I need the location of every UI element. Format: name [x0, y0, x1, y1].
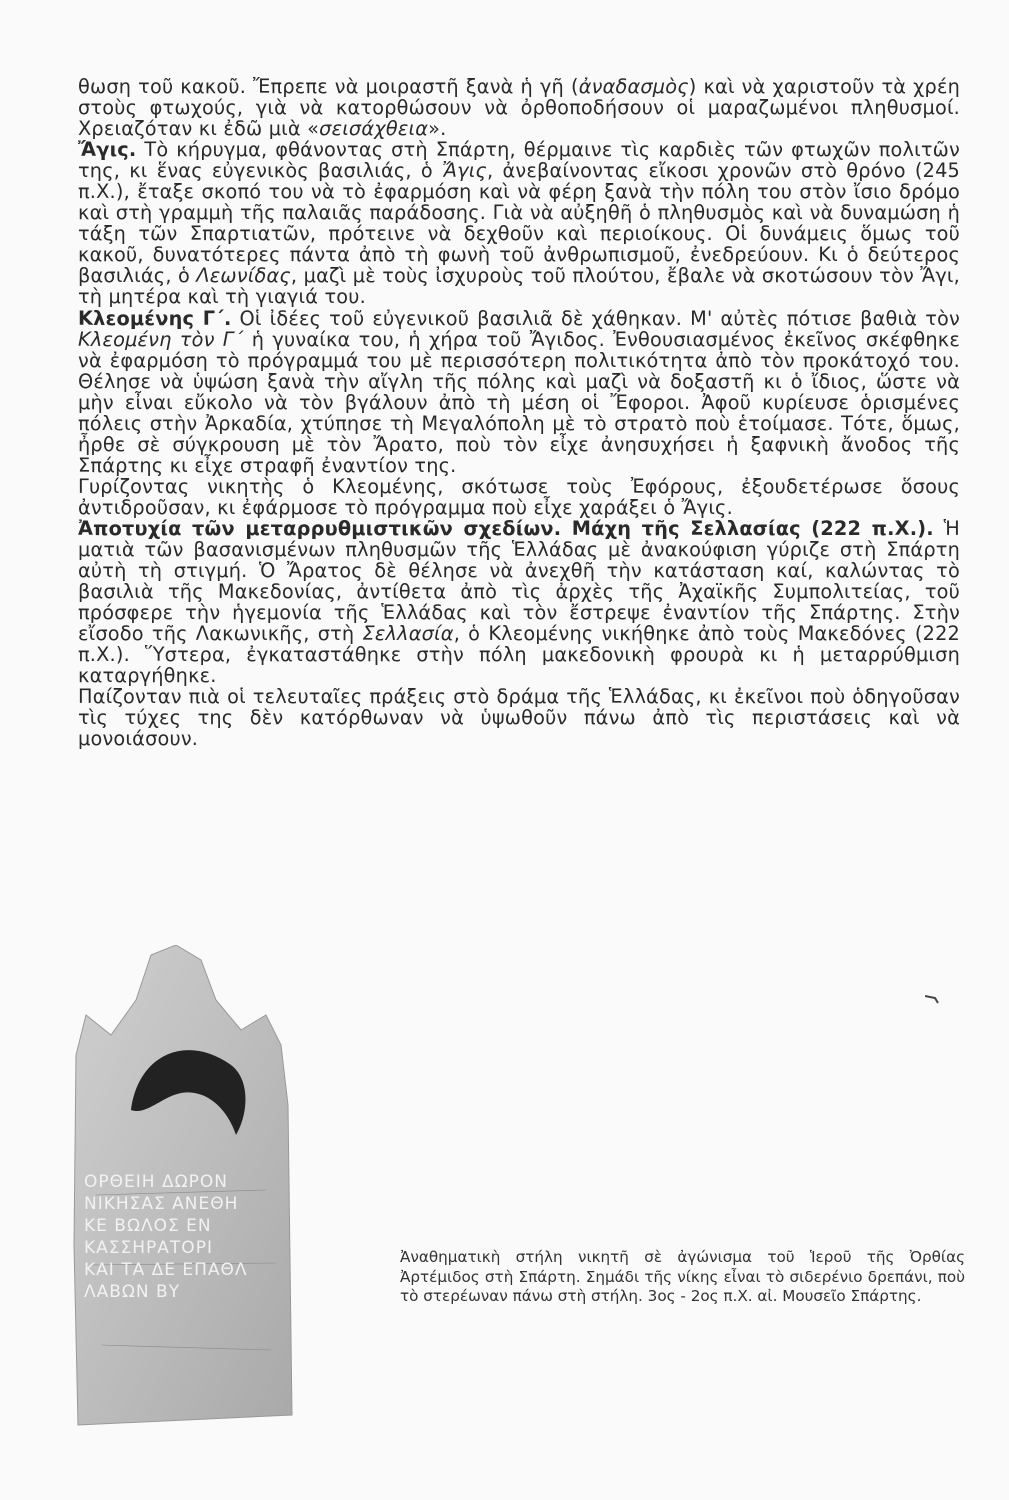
- paragraph-intro: θωση τοῦ κακοῦ. Ἔπρεπε νὰ μοιραστῆ ξανὰ ἡ γῆ (ἀναδασμὸς) καὶ νὰ χαριστοῦν τὰ χρέη στοὺς φτωχούς, γιὰ νὰ κατορθώσουν νὰ ὀρθοποδήσουν οἱ μαραζωμένοι πληθυσμοί. Χρειαζόταν κι ἐδῶ μιὰ «σεισάχθεια».: [78, 75, 960, 141]
- heading-agis: Ἄγις.: [78, 138, 137, 162]
- stele-photo: [66, 945, 294, 1427]
- paragraph-agis: Ἄγις. Τὸ κήρυγμα, φθάνοντας στὴ Σπάρτη, θέρμαινε τὶς καρδιὲς τῶν φτωχῶν πολιτῶν της, κι ἕνας εὐγενικὸς βασιλιάς, ὁ Ἄγις, ἀνεβαίνοντας εἴκοσι χρονῶν στὸ θρόνο (245 π.Χ.), ἔταξε σκοπό του νὰ τὸ ἐφαρμόση καὶ νὰ φέρη ξανὰ τὴν πόλη του στὸν ἴσιο δρόμο καὶ στὴ γραμμὴ τῆς παλαιᾶς παράδοσης. Γιὰ νὰ αὐξηθῆ ὁ πληθυσμὸς καὶ νὰ δυναμώση ἡ τάξη τῶν Σπαρτιατῶν, πρότεινε νὰ δεχθοῦν καὶ περιοίκους. Οἱ δυνάμεις ὅμως τοῦ κακοῦ, δυνατότερες πάντα ἀπὸ τὴ φωνὴ τοῦ ἀνθρωπισμοῦ, ἐνεδρεύουν. Κι ὁ δεύτερος βασιλιάς, ὁ Λεωνίδας, μαζὶ μὲ τοὺς ἰσχυροὺς τοῦ πλούτου, ἔβαλε νὰ σκοτώσουν τὸν Ἄγι, τὴ μητέρα καὶ τὴ γιαγιά του.: [78, 138, 960, 309]
- inscription-line: ΚΑΣΣΗΡΑΤΟΡΙ: [84, 1238, 213, 1258]
- paragraph-failure: Ἀποτυχία τῶν μεταρρυθμιστικῶν σχεδίων. Μάχη τῆς Σελλασίας (222 π.Χ.). Ἡ ματιὰ τῶν βασανισμένων πληθυσμῶν τῆς Ἑλλάδας μὲ ἀνακούφιση γύριζε στὴ Σπάρτη αὐτὴ τὴ στιγμή. Ὁ Ἄρατος δὲ θέλησε νὰ ἀνεχθῆ τὴν κατάσταση καί, καλώντας τὸ βασιλιὰ τῆς Μακεδονίας, ἀντίθετα ἀπὸ τὶς ἀρχὲς τῆς Ἀχαϊκῆς Συμπολιτείας, τοῦ πρόσφερε τὴν ἡγεμονία τῆς Ἑλλάδας καὶ τὸν ἔστρεψε ἐναντίον τῆς Σπάρτης. Στὴν εἴσοδο τῆς Λακωνικῆς, στὴ Σελλασία, ὁ Κλεομένης νικήθηκε ἀπὸ τοὺς Μακεδόνες (222 π.Χ.). Ὕστερα, ἐγκαταστάθηκε στὴν πόλη μακεδονικὴ φρουρὰ κι ἡ μεταρρύθμιση καταργήθηκε.: [78, 516, 960, 688]
- stray-mark: [925, 994, 939, 1004]
- paragraph-return: Γυρίζοντας νικητὴς ὁ Κλεομένης, σκότωσε τοὺς Ἐφόρους, ἐξουδετέρωσε ὅσους ἀντιδροῦσαν, κι ἐφάρμοσε τὸ πρόγραμμα ποὺ εἶχε χαράξει ὁ Ἄγις.: [78, 474, 960, 519]
- heading-failure: Ἀποτυχία τῶν μεταρρυθμιστικῶν σχεδίων. Μάχη τῆς Σελλασίας (222 π.Χ.).: [78, 516, 934, 540]
- paragraph-kleomenes: Κλεομένης Γ΄. Οἱ ἰδέες τοῦ εὐγενικοῦ βασιλιᾶ δὲ χάθηκαν. Μ' αὐτὲς πότισε βαθιὰ τὸν Κλεομένη τὸν Γ΄ ἡ γυναίκα του, ἡ χήρα τοῦ Ἄγιδος. Ἐνθουσιασμένος ἐκεῖνος σκέφθηκε νὰ ἐφαρμόση τὸ πρόγραμμά του μὲ περισσότερη πολιτικότητα ἀπὸ τὸν προκάτοχό του. Θέλησε νὰ ὑψώση ξανὰ τὴν αἴγλη τῆς πόλης καὶ μαζὶ νὰ δοξαστῆ κι ὁ ἴδιος, ὥστε νὰ μὴν εἶναι εὔκολο νὰ τὸν βγάλουν ἀπὸ τὴ μέση οἱ Ἔφοροι. Ἀφοῦ κυρίευσε ὁρισμένες πόλεις στὴν Ἀρκαδία, χτύπησε τὴ Μεγαλόπολη μὲ τὸ στρατὸ ποὺ ἑτοίμασε. Τότε, ὅμως, ἦρθε σὲ σύγκρουση μὲ τὸν Ἄρατο, ποὺ τὸν εἶχε ἀνησυχήσει ἡ ξαφνικὴ ἄνοδος τῆς Σπάρτης κι εἶχε στραφῆ ἐναντίον της.: [78, 306, 960, 477]
- inscription-line: ΛΑΒΩΝ ΒΥ: [84, 1282, 181, 1302]
- inscription-line: ΟΡΘΕΙΗ ΔΩΡΟΝ: [84, 1172, 228, 1192]
- inscription-line: ΝΙΚΗΣΑΣ ΑΝΕΘΗ: [84, 1194, 239, 1214]
- paragraph-last: Παίζονταν πιὰ οἱ τελευταῖες πράξεις στὸ δράμα τῆς Ἑλλάδας, κι ἐκεῖνοι ποὺ ὁδηγοῦσαν τὶς τύχες της δὲν κατόρθωναν νὰ ὑψωθοῦν πάνω ἀπὸ τὶς περιστάσεις καὶ νὰ μονοιάσουν.: [78, 685, 960, 751]
- inscription-line: ΚΕ ΒΩΛΟΣ ΕΝ: [84, 1216, 212, 1236]
- figure-caption: Ἀναθηματικὴ στήλη νικητῆ σὲ ἀγώνισμα τοῦ Ἱεροῦ τῆς Ὀρθίας Ἀρτέμιδος στὴ Σπάρτη. Σημάδι τῆς νίκης εἶναι τὸ σιδερένιο δρεπάνι, ποὺ τὸ στερέωναν πάνω στὴ στήλη. 3ος - 2ος π.Χ. αἰ. Μουσεῖο Σπάρτης.: [400, 1248, 965, 1306]
- heading-kleomenes: Κλεομένης Γ΄.: [78, 306, 232, 330]
- main-text: [78, 76, 960, 750]
- inscription-line: ΚΑΙ ΤΑ ΔΕ ΕΠΑΘΛ: [84, 1260, 248, 1280]
